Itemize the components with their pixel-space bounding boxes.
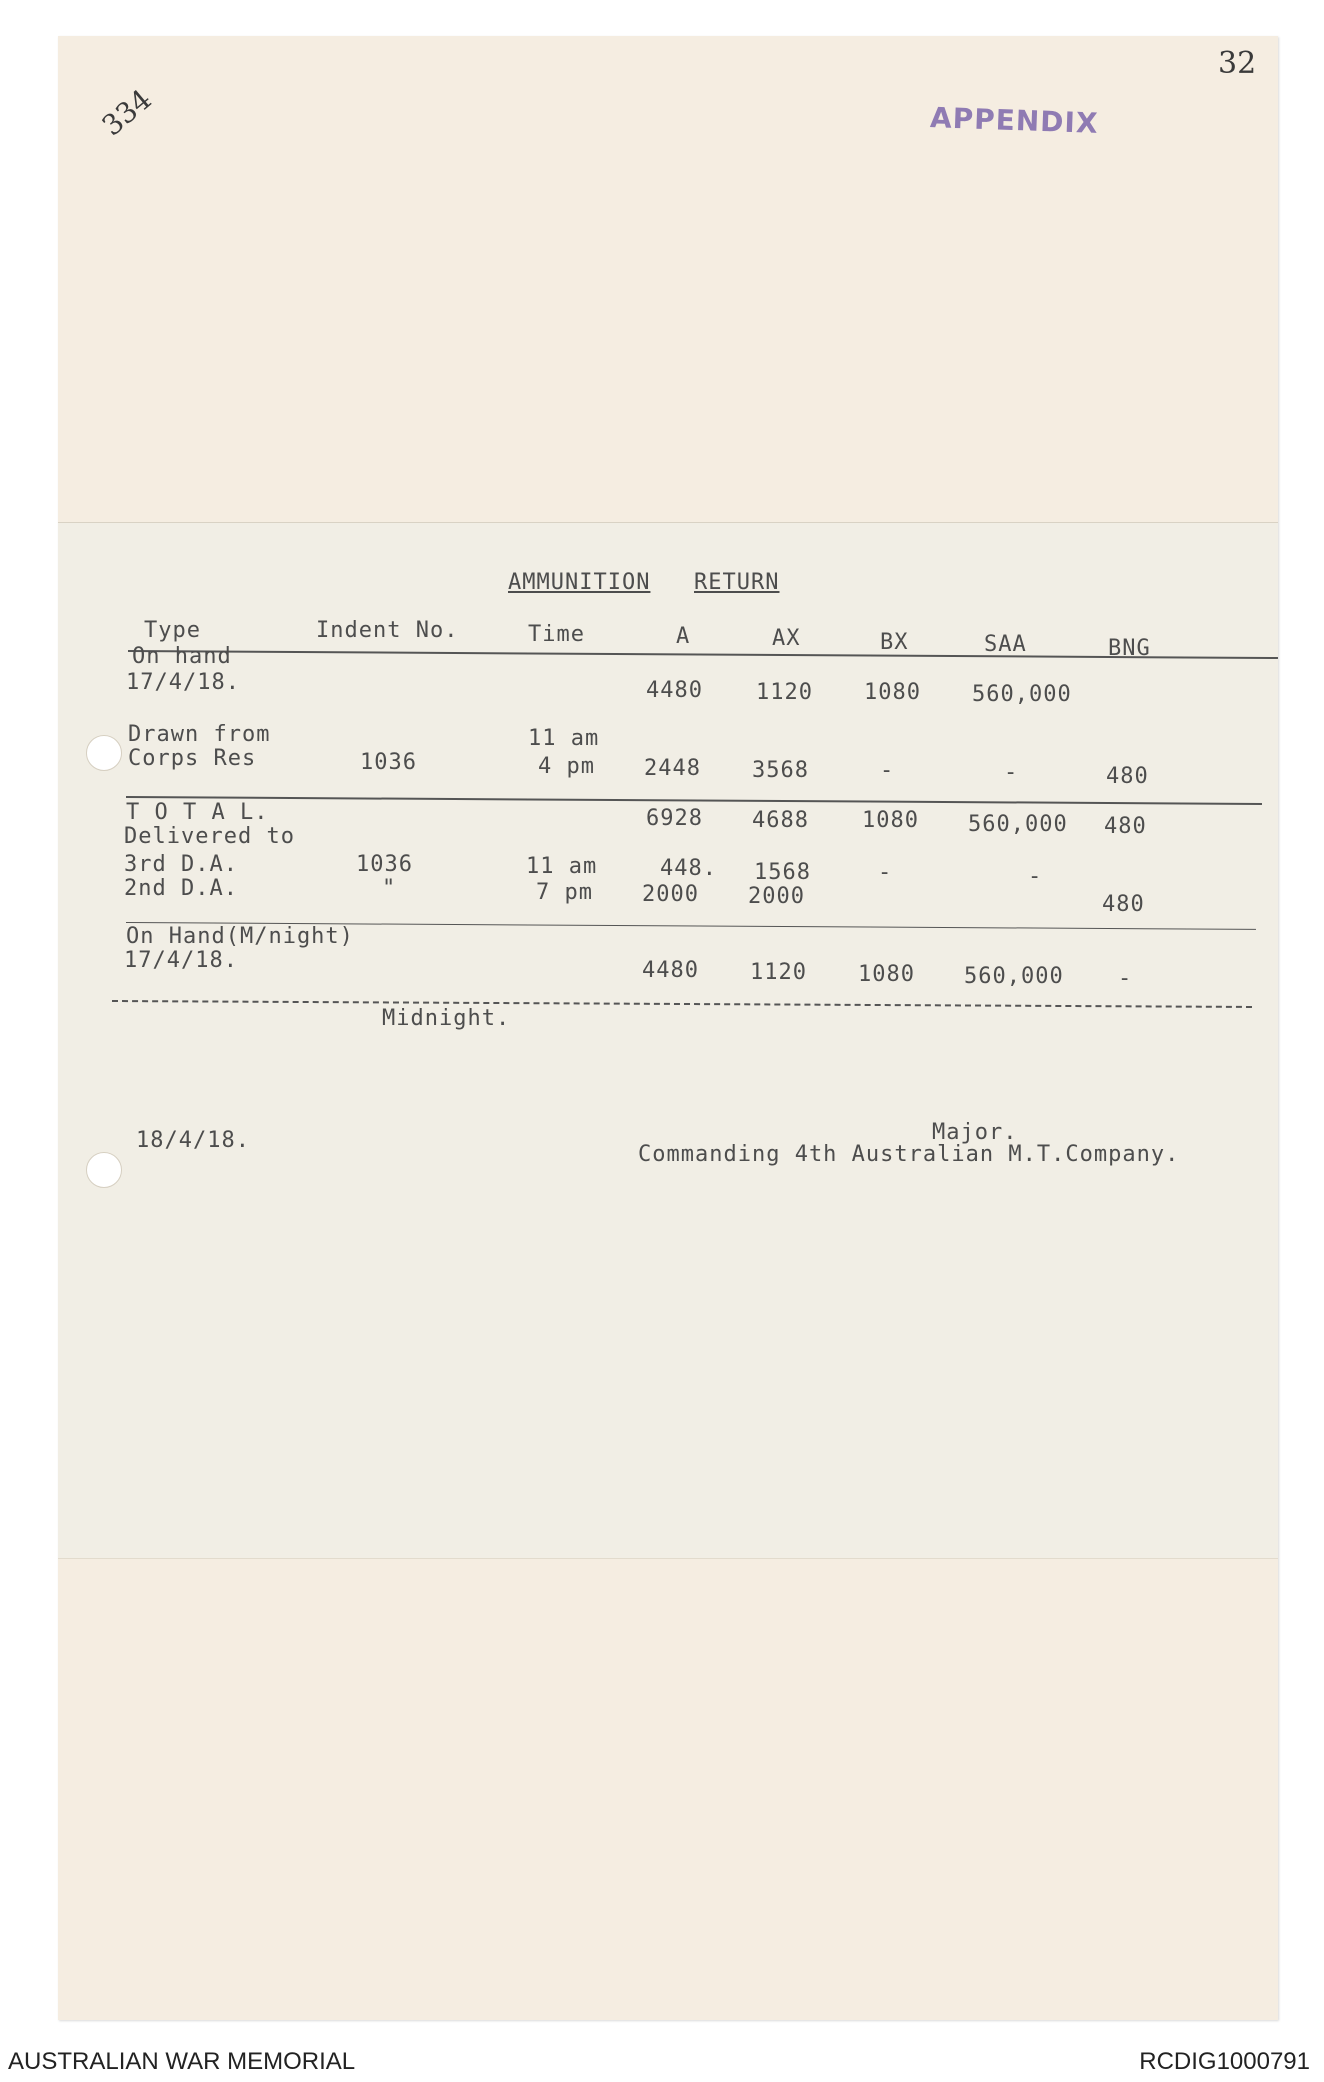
- total-a: 6928: [646, 806, 703, 831]
- midnight-note: Midnight.: [382, 1006, 511, 1031]
- delivered-3rd-time: 11 am: [526, 854, 598, 879]
- punch-hole: [86, 1152, 122, 1188]
- drawn-label-1: Drawn from: [128, 722, 271, 747]
- delivered-2nd-bng: 480: [1102, 892, 1145, 917]
- drawn-bx: -: [880, 758, 895, 783]
- header-type: Type: [144, 618, 201, 643]
- delivered-3rd-bx: -: [878, 860, 893, 885]
- signature-unit: Commanding 4th Australian M.T.Company.: [638, 1142, 1180, 1167]
- total-saa: 560,000: [968, 812, 1068, 837]
- on-hand-midnight-date: 17/4/18.: [124, 948, 238, 973]
- header-ax: AX: [772, 626, 801, 651]
- header-a: A: [676, 624, 691, 649]
- on-hand-midnight-bng: -: [1118, 966, 1133, 991]
- on-hand-ax: 1120: [756, 680, 813, 705]
- total-ax: 4688: [752, 808, 809, 833]
- on-hand-bx: 1080: [864, 680, 921, 705]
- footer-institution: AUSTRALIAN WAR MEMORIAL: [8, 2048, 356, 2075]
- delivered-3rd-saa: -: [1028, 864, 1043, 889]
- drawn-ax: 3568: [752, 758, 809, 783]
- delivered-3rd-indent: 1036: [356, 852, 413, 877]
- total-label: T O T A L.: [126, 800, 269, 825]
- signature-rank: Major.: [932, 1120, 1018, 1145]
- drawn-saa: -: [1004, 760, 1019, 785]
- drawn-indent: 1036: [360, 750, 417, 775]
- delivered-2nd-time: 7 pm: [536, 880, 593, 905]
- on-hand-a: 4480: [646, 678, 703, 703]
- drawn-time-1: 11 am: [528, 726, 600, 751]
- on-hand-midnight-ax: 1120: [750, 960, 807, 985]
- on-hand-saa: 560,000: [972, 682, 1072, 707]
- delivered-2nd-a: 2000: [642, 882, 699, 907]
- on-hand-midnight-label: On Hand(M/night): [126, 924, 354, 949]
- on-hand-label: On hand: [132, 644, 232, 669]
- on-hand-date: 17/4/18.: [126, 670, 240, 695]
- on-hand-midnight-saa: 560,000: [964, 964, 1064, 989]
- header-bng: BNG: [1108, 636, 1151, 661]
- drawn-time-2: 4 pm: [538, 754, 595, 779]
- appendix-stamp: APPENDIX: [929, 101, 1100, 140]
- delivered-2nd-ax: 2000: [748, 884, 805, 909]
- title-ammunition: AMMUNITION: [508, 570, 651, 595]
- punch-hole: [86, 735, 122, 771]
- signature-date: 18/4/18.: [136, 1128, 250, 1153]
- folio-number: 32: [1218, 46, 1257, 81]
- on-hand-midnight-a: 4480: [642, 958, 699, 983]
- drawn-a: 2448: [644, 756, 701, 781]
- delivered-label: Delivered to: [124, 824, 295, 849]
- total-bng: 480: [1104, 814, 1147, 839]
- delivered-3rd-ax: 1568: [754, 860, 811, 885]
- total-bx: 1080: [862, 808, 919, 833]
- drawn-label-2: Corps Res: [128, 746, 257, 771]
- archive-number: 334: [95, 82, 158, 143]
- drawn-bng: 480: [1106, 764, 1149, 789]
- footer-record-id: RCDIG1000791: [1139, 2048, 1310, 2075]
- delivered-3rd-a: 448.: [660, 856, 717, 881]
- on-hand-midnight-bx: 1080: [858, 962, 915, 987]
- delivered-2nd-da: 2nd D.A.: [124, 876, 238, 901]
- title-return: RETURN: [694, 570, 780, 595]
- header-time: Time: [528, 622, 585, 647]
- delivered-3rd-da: 3rd D.A.: [124, 852, 238, 877]
- header-indent-no: Indent No.: [316, 618, 459, 643]
- header-bx: BX: [880, 630, 909, 655]
- header-saa: SAA: [984, 632, 1027, 657]
- delivered-2nd-indent: ": [382, 876, 397, 901]
